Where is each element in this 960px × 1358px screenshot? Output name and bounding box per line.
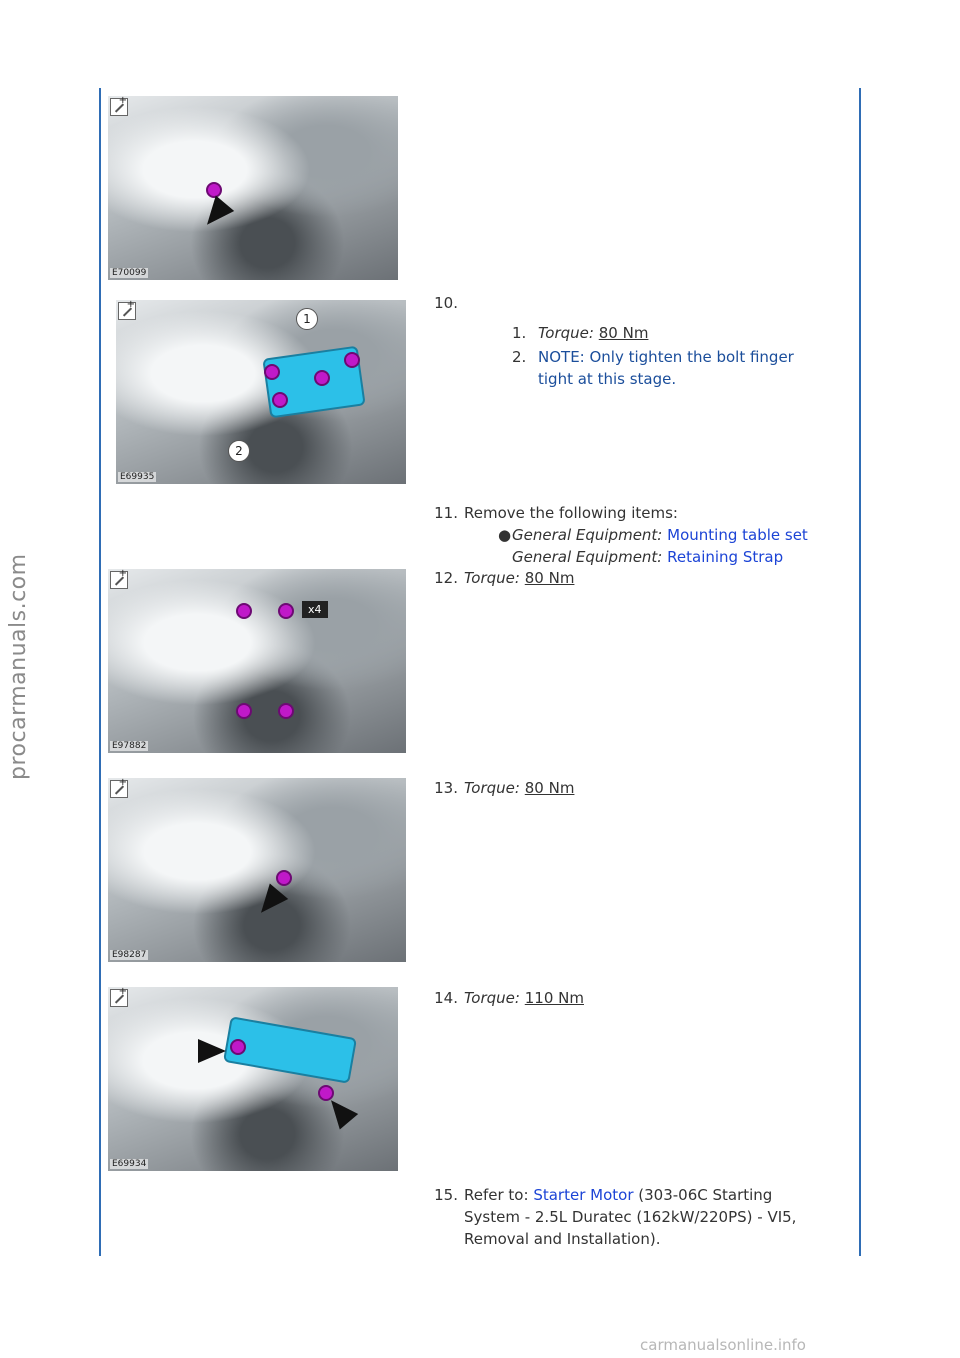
callout-2: 2 (228, 440, 250, 462)
bolt-marker (236, 603, 252, 619)
step-15 (420, 1184, 840, 1250)
bottom-watermark: carmanualsonline.info (640, 1336, 806, 1354)
figure-code: E70099 (112, 268, 147, 278)
note-text: NOTE: Only tighten the bolt finger tight at this stage. (538, 348, 794, 388)
zoom-icon[interactable] (110, 780, 128, 798)
torque-value: 80 Nm (598, 324, 649, 342)
substep-number: 2. (512, 348, 527, 366)
callout-1: 1 (296, 308, 318, 330)
quantity-tag: x4 (302, 601, 328, 618)
arrow-icon (252, 884, 288, 921)
zoom-icon[interactable] (110, 571, 128, 589)
bullet-icon: ● (498, 526, 512, 544)
left-frame-line (99, 88, 101, 1256)
figure-code: E69934 (112, 1159, 147, 1169)
bolt-marker (264, 364, 280, 380)
equipment-link[interactable]: Mounting table set (667, 526, 808, 544)
step-number: 13. (434, 779, 458, 797)
figure-code: E69935 (120, 472, 155, 482)
bolt-marker (278, 603, 294, 619)
torque-value: 80 Nm (524, 569, 575, 587)
figure-e97882[interactable] (108, 569, 406, 753)
starter-motor-link[interactable]: Starter Motor (533, 1186, 634, 1204)
step-number: 15. (434, 1186, 458, 1204)
torque-label: Torque: (464, 989, 520, 1007)
torque-label: Torque: (538, 324, 594, 342)
torque-label: Torque: (464, 779, 520, 797)
bolt-marker (236, 703, 252, 719)
zoom-icon[interactable] (110, 98, 128, 116)
step-number: 10. (434, 294, 458, 312)
right-frame-line (859, 88, 861, 1256)
bolt-marker (314, 370, 330, 386)
torque-label: Torque: (464, 569, 520, 587)
bolt-marker (278, 703, 294, 719)
bolt-marker (276, 870, 292, 886)
figure-e98287[interactable] (108, 778, 406, 962)
equipment-label: General Equipment: (512, 548, 663, 566)
step-14 (420, 987, 840, 1009)
refer-suffix: (303-06C Starting System - 2.5L Duratec (162kW/220PS) - VI5, Removal and Installation). (464, 1186, 797, 1248)
substep-2 (420, 346, 802, 390)
figure-e69935[interactable] (116, 300, 406, 484)
figure-code: E98287 (112, 950, 147, 960)
arrow-icon (198, 1039, 226, 1063)
step-13 (420, 777, 840, 799)
substep-1 (420, 322, 840, 344)
bolt-marker (272, 392, 288, 408)
equipment-link[interactable]: Retaining Strap (667, 548, 784, 566)
equipment-item (420, 546, 840, 568)
step-text: Remove the following items: (464, 504, 678, 522)
figure-e69934[interactable] (108, 987, 398, 1171)
step-10 (420, 292, 840, 390)
zoom-icon[interactable] (110, 989, 128, 1007)
bolt-marker (344, 352, 360, 368)
zoom-icon[interactable] (118, 302, 136, 320)
step-number: 11. (434, 504, 458, 522)
step-11 (420, 502, 840, 568)
bolt-marker (230, 1039, 246, 1055)
figure-e70099[interactable] (108, 96, 398, 280)
torque-value: 110 Nm (524, 989, 584, 1007)
step-number: 14. (434, 989, 458, 1007)
step-number: 12. (434, 569, 458, 587)
equipment-label: General Equipment: (512, 526, 663, 544)
arrow-icon (198, 196, 234, 233)
figure-code: E97882 (112, 741, 147, 751)
step-12 (420, 567, 840, 589)
refer-prefix: Refer to: (464, 1186, 529, 1204)
substep-number: 1. (512, 324, 527, 342)
equipment-item (420, 524, 840, 546)
torque-value: 80 Nm (524, 779, 575, 797)
